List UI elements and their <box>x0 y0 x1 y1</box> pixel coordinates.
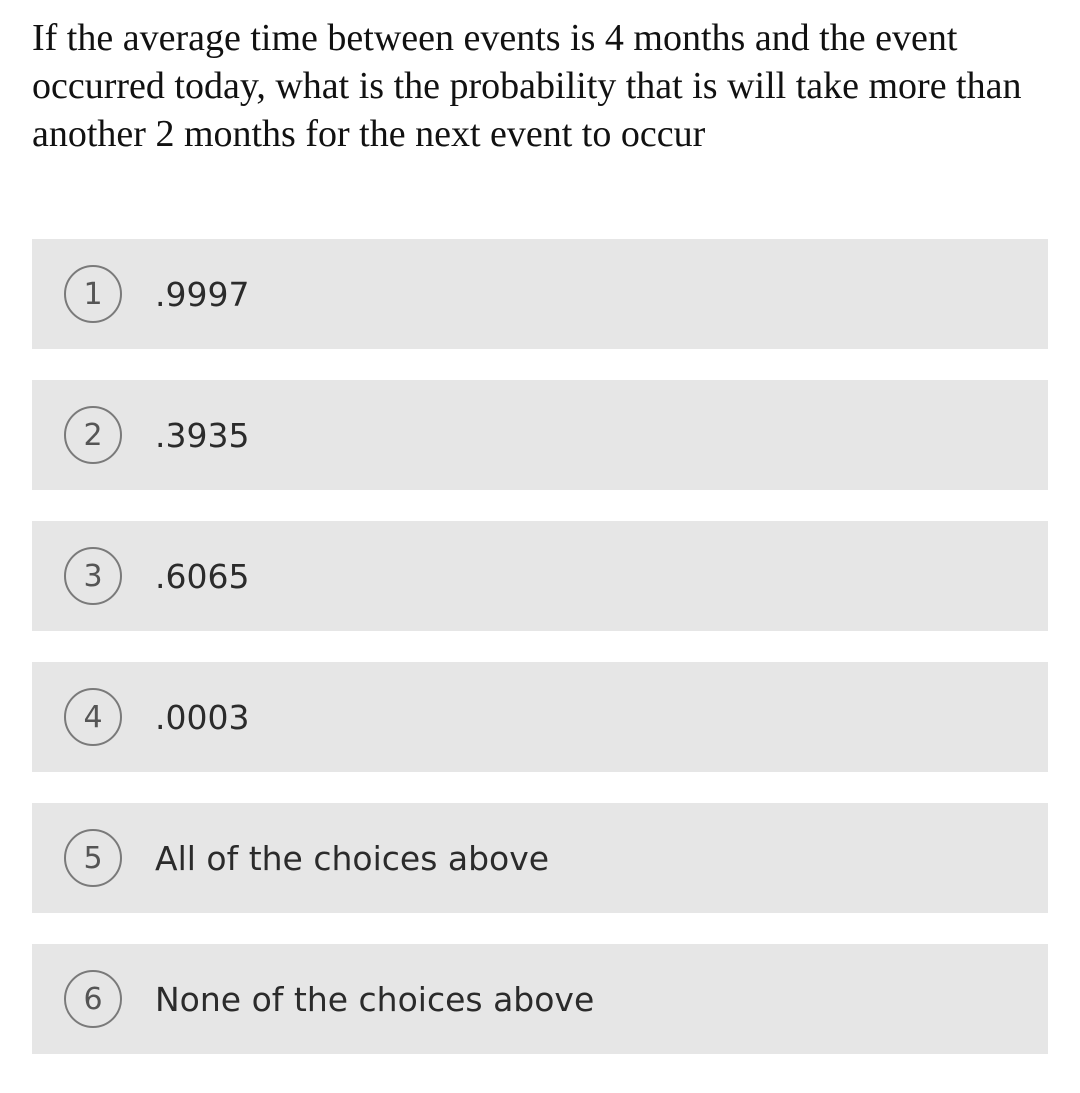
choice-5[interactable] <box>32 803 1048 913</box>
choice-4[interactable] <box>32 662 1048 772</box>
choice-label: .9997 <box>155 274 250 314</box>
choice-number-badge: 1 <box>64 265 122 323</box>
choice-number-badge: 3 <box>64 547 122 605</box>
choice-label: None of the choices above <box>155 979 595 1019</box>
question-text: If the average time between events is 4 months and the event occurred today, what is the probability that is will take more than another 2 months for the next event to occur <box>32 17 1022 155</box>
choice-number-badge: 6 <box>64 970 122 1028</box>
choice-6[interactable] <box>32 944 1048 1054</box>
choice-number-badge: 4 <box>64 688 122 746</box>
choice-number-badge: 5 <box>64 829 122 887</box>
choice-3[interactable] <box>32 521 1048 631</box>
choice-label: .0003 <box>155 697 250 737</box>
answer-choices <box>32 239 1048 1085</box>
choice-2[interactable] <box>32 380 1048 490</box>
choice-1[interactable] <box>32 239 1048 349</box>
choice-label: .3935 <box>155 415 250 455</box>
choice-number-badge: 2 <box>64 406 122 464</box>
choice-label: .6065 <box>155 556 250 596</box>
choice-label: All of the choices above <box>155 838 550 878</box>
